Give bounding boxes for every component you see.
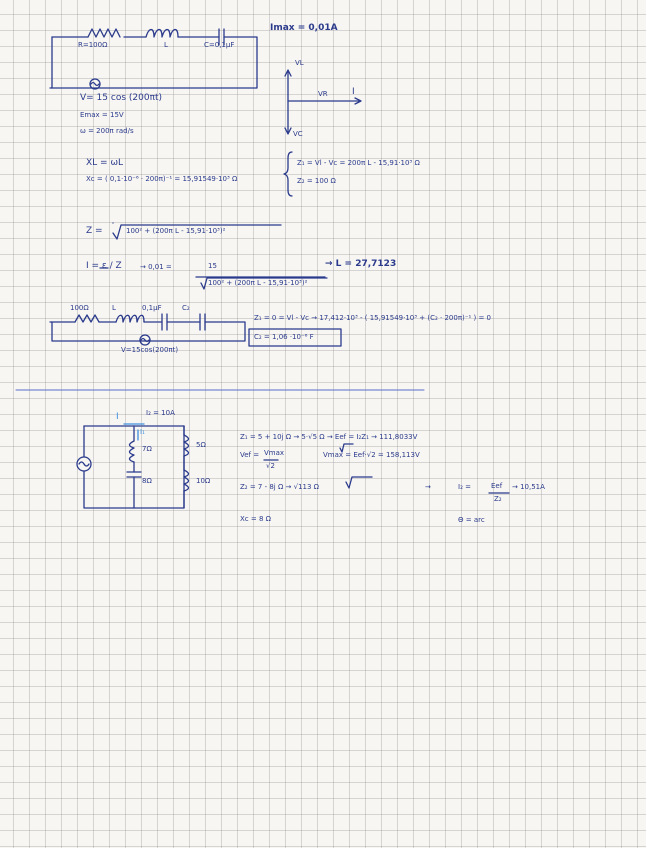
circuit-3-diagram	[77, 424, 189, 508]
p3-vmax-eq: Vmax = Eef·√2 = 158,113V	[323, 451, 420, 459]
p3-i2-lhs: I₂ =	[458, 483, 471, 491]
phasor-vl: VL	[295, 59, 304, 67]
circuit-1-diagram	[50, 29, 257, 89]
i-eq: I = ε / Z	[86, 261, 122, 271]
phasor-diagram	[285, 70, 361, 134]
i-numerator: 15	[208, 262, 217, 270]
circuit-2-diagram	[50, 314, 245, 345]
c3-r10: 10Ω	[196, 477, 211, 485]
z-eq-lhs: Z =	[86, 226, 103, 236]
c3-r5: 5Ω	[196, 441, 206, 449]
xl-eq: XL = ωL	[86, 158, 123, 168]
p3-z2-eq: Z₂ = 7 - 8j Ω → √113 Ω	[240, 483, 320, 491]
c2-resistor-label: 100Ω	[70, 304, 89, 312]
phasor-vr: VR	[318, 90, 328, 98]
p3-i2-den: Z₂	[494, 495, 502, 503]
resistor-label: R=100Ω	[78, 41, 108, 49]
c2-source-label: V=15cos(200πt)	[121, 346, 179, 354]
c2-eq1: Z₁ = 0 = Vl - Vc → 17,412·10³ - ( 15,91549·10³ + (C₂ · 200π)⁻¹ ) = 0	[254, 314, 491, 322]
p3-i2-num: Eef	[491, 482, 503, 490]
z1-eq: Z₁ = Vl - Vc = 200π L - 15,91·10³ Ω	[297, 159, 420, 167]
p3-theta: Θ = arc	[458, 516, 485, 524]
i-denominator: 100² + (200π L - 15,91·10³)²	[208, 279, 308, 287]
imax-label: Imax = 0,01A	[270, 23, 338, 33]
c2-inductor-label: L	[112, 304, 116, 312]
p3-vef: Vef =	[240, 451, 260, 459]
z-eq-radicand: 100² + (200π L - 15,91·10³)²	[126, 227, 226, 235]
p3-arrow: →	[425, 483, 431, 491]
c3-c8: 8Ω	[142, 477, 152, 485]
p3-vmax-num: Vmax	[264, 449, 285, 457]
c3-r7: 7Ω	[142, 445, 152, 453]
inductor-label: L	[164, 41, 168, 49]
l-result: → L = 27,7123	[325, 259, 397, 269]
c3-current-i2: I₂ = 10A	[146, 409, 175, 417]
c2-capacitor2-label: C₂	[182, 304, 190, 312]
emax-label: Emax = 15V	[80, 111, 124, 119]
xc-eq: Xc = ( 0,1·10⁻⁶ · 200π)⁻¹ = 15,91549·10³ Ω	[86, 175, 238, 183]
p3-vmax-den: √2	[266, 462, 275, 470]
c3-current-i1: I₁	[140, 428, 145, 436]
source-voltage: V= 15 cos (200πt)	[80, 93, 163, 103]
i-val: → 0,01 =	[140, 263, 172, 271]
p3-i2-result: → 10,51A	[512, 483, 545, 491]
c2-eq2: C₂ = 1,06 ·10⁻⁶ F	[254, 333, 314, 341]
p3-xc-eq: Xc = 8 Ω	[240, 515, 271, 523]
phasor-vc: VC	[293, 130, 303, 138]
z2-eq: Z₂ = 100 Ω	[297, 177, 336, 185]
c3-current-i: I	[116, 412, 119, 422]
capacitor-label: C=0,1μF	[204, 41, 235, 49]
omega-label: ω = 200π rad/s	[80, 127, 134, 135]
phasor-i: I	[352, 87, 355, 97]
p3-z1-eq: Z₁ = 5 + 10j Ω → 5·√5 Ω → Eef = I₂Z₁ → 111,8033V	[240, 433, 418, 441]
c2-capacitor1-label: 0,1μF	[142, 304, 162, 312]
